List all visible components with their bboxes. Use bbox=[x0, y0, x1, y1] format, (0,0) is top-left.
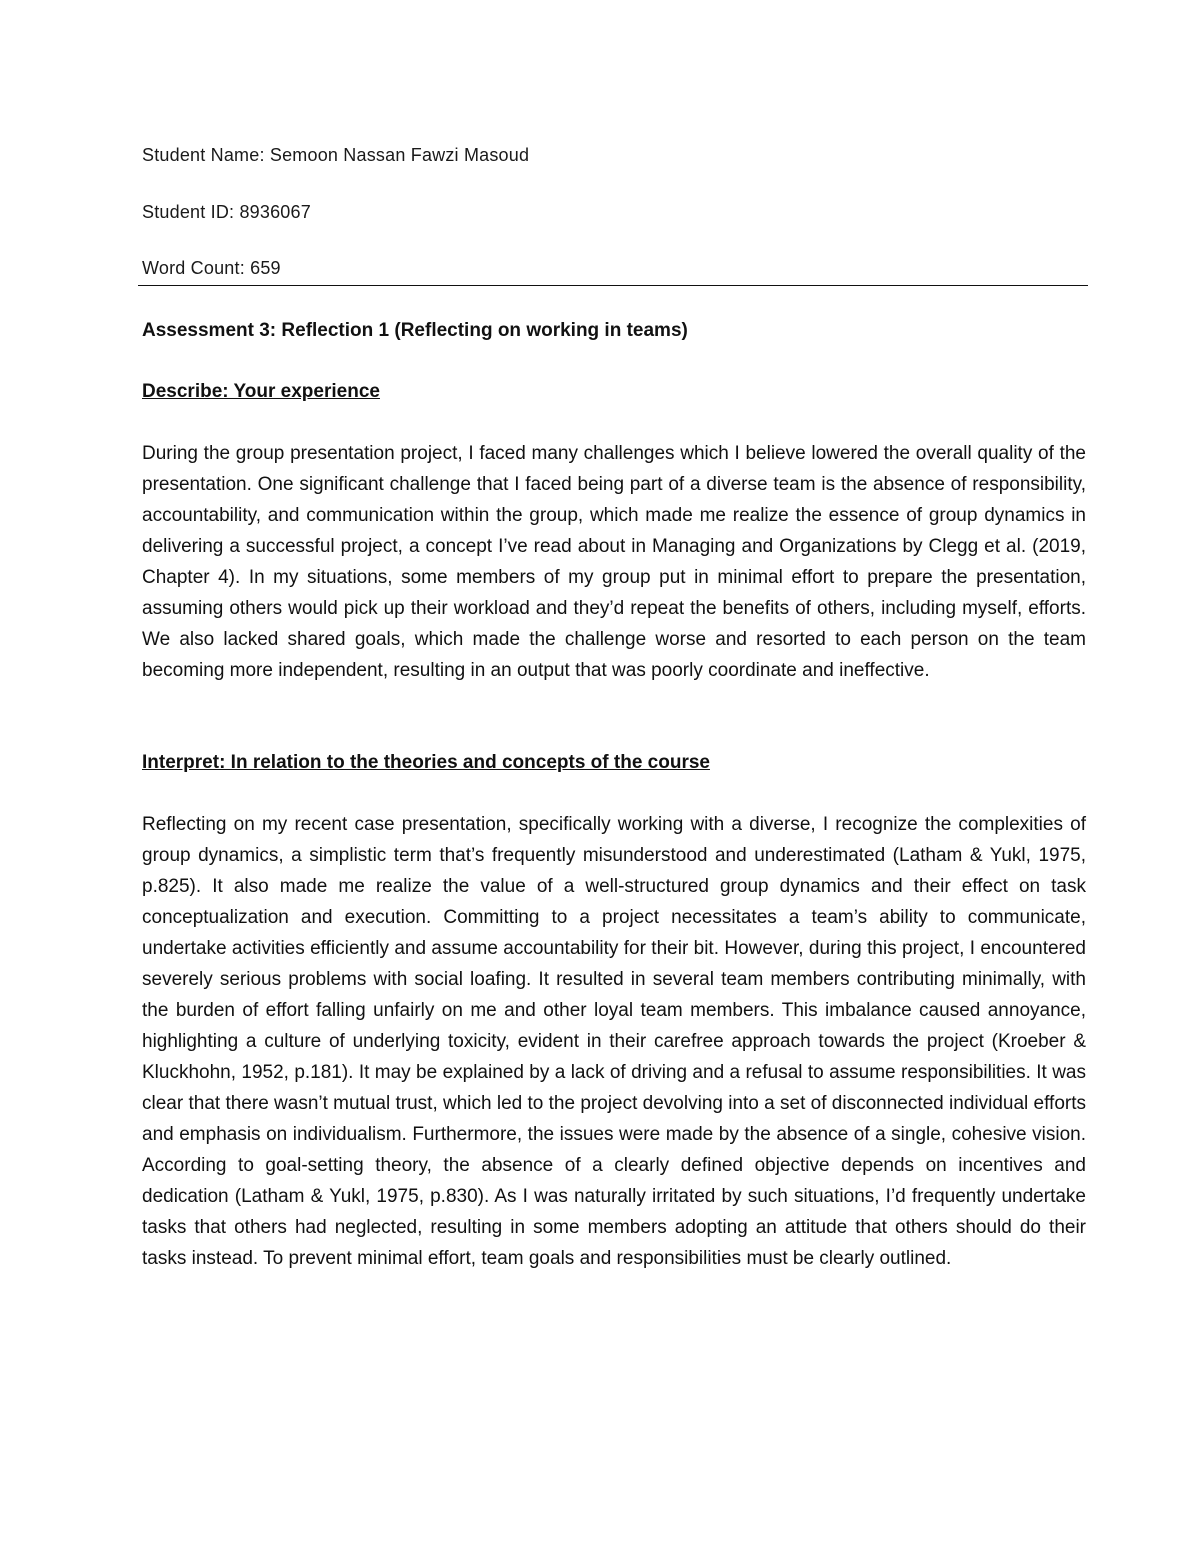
student-name: Student Name: Semoon Nassan Fawzi Masoud bbox=[142, 145, 530, 165]
assessment-title: Assessment 3: Reflection 1 (Reflecting on working in teams) bbox=[142, 320, 688, 341]
describe-heading: Describe: Your experience bbox=[142, 381, 380, 402]
interpret-paragraph: Reflecting on my recent case presentation, specifically working with a diverse, I recognize the complexities of group dynamics, a simplistic term that’s frequently misunderstood and underestimated (Latham & Yukl, 1975, p.825). It also made me realize the value of a well-structured group dynamics and their effect on task conceptualization and execution. Committing to a project necessitates a team’s ability to communicate, undertake activities efficiently and assume accountability for their bit. However, during this project, I encountered severely serious problems with social loafing. It resulted in several team members contributing minimally, with the burden of effort falling unfairly on me and other loyal team members. This imbalance caused annoyance, highlighting a culture of underlying toxicity, evident in their carefree approach towards the project (Kroeber & Kluckhohn, 1952, p.181). It may be explained by a lack of driving and a refusal to assume responsibilities. It was clear that there wasn’t mutual trust, which led to the project devolving into a set of disconnected individual efforts and emphasis on individualism. Furthermore, the issues were made by the absence of a single, cohesive vision. According to goal-setting theory, the absence of a clearly defined objective depends on incentives and dedication (Latham & Yukl, 1975, p.830). As I was naturally irritated by such situations, I’d frequently undertake tasks that others had neglected, resulting in some members adopting an attitude that others should do their tasks instead. To prevent minimal effort, team goals and responsibilities must be clearly outlined. bbox=[142, 814, 1086, 1269]
student-id: Student ID: 8936067 bbox=[142, 202, 311, 222]
describe-paragraph: During the group presentation project, I faced many challenges which I believe lowered the overall quality of the presentation. One significant challenge that I faced being part of a diverse team is the absence of responsibility, accountability, and communication within the group, which made me realize the essence of group dynamics in delivering a successful project, a concept I’ve read about in Managing and Organizations by Clegg et al. (2019, Chapter 4). In my situations, some members of my group put in minimal effort to prepare the presentation, assuming others would pick up their workload and they’d repeat the benefits of others, including myself, efforts. We also lacked shared goals, which made the challenge worse and resorted to each person on the team becoming more independent, resulting in an output that was poorly coordinate and ineffective. bbox=[142, 443, 1086, 681]
interpret-heading: Interpret: In relation to the theories and concepts of the course bbox=[142, 752, 710, 773]
header-divider bbox=[138, 285, 1088, 286]
word-count: Word Count: 659 bbox=[142, 258, 281, 278]
